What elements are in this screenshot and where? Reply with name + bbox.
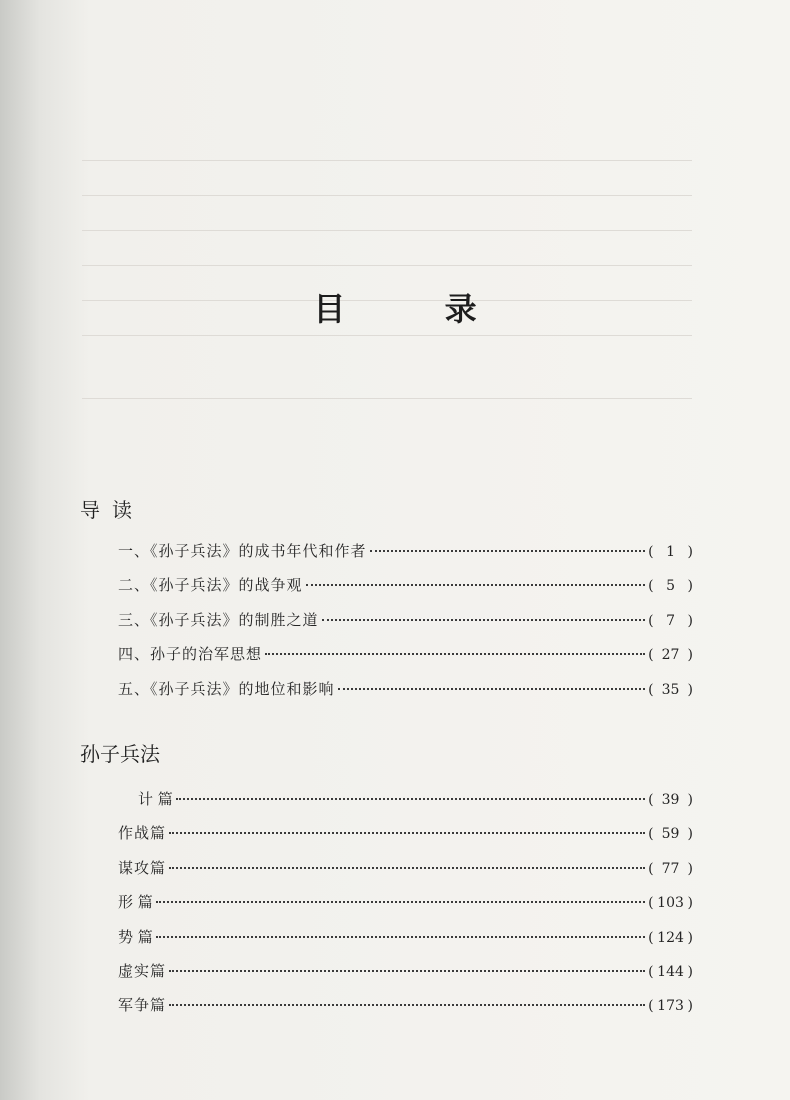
toc-entry[interactable]	[118, 678, 693, 712]
dot-leader	[265, 653, 645, 655]
section-heading-daodu: 导读	[80, 498, 144, 522]
toc-entry-page: ( 27 )	[648, 647, 693, 664]
toc-entry-label: 五、《孙子兵法》的地位和影响	[118, 679, 335, 698]
bleed-through-line	[82, 230, 692, 231]
toc-entry[interactable]	[118, 540, 693, 574]
toc-entry-label: 作战篇	[118, 824, 167, 843]
toc-entry-label: 一、《孙子兵法》的成书年代和作者	[118, 542, 367, 560]
toc-entry-label: 谋攻篇	[118, 858, 167, 877]
bleed-through-line	[82, 398, 692, 399]
toc-entry-label: 计 篇	[138, 790, 173, 808]
toc-entry-page: ( 1 )	[648, 544, 693, 560]
toc-entry-page: ( 144 )	[648, 963, 693, 980]
toc-entry[interactable]	[118, 960, 693, 994]
toc-entry-label: 二、《孙子兵法》的战争观	[118, 576, 303, 595]
toc-entry-page: ( 124 )	[648, 929, 693, 946]
dot-leader	[156, 901, 645, 903]
page-title: 目 录	[313, 290, 521, 328]
toc-entry-label: 军争篇	[118, 996, 167, 1015]
toc-entry-label: 四、孙子的治军思想	[118, 645, 263, 664]
dot-leader	[169, 970, 645, 972]
dot-leader	[370, 550, 646, 552]
toc-entry[interactable]	[118, 857, 693, 891]
toc-entry-page: ( 103 )	[648, 895, 693, 912]
toc-section-daodu	[118, 540, 693, 712]
dot-leader	[169, 1004, 645, 1006]
dot-leader	[169, 867, 645, 869]
toc-entry[interactable]	[118, 788, 693, 822]
dot-leader	[322, 619, 646, 621]
toc-entry-page: ( 77 )	[648, 860, 693, 877]
toc-entry-label: 三、《孙子兵法》的制胜之道	[118, 610, 319, 629]
toc-entry-label: 虚实篇	[118, 961, 167, 980]
toc-entry-page: ( 5 )	[648, 578, 693, 595]
toc-entry[interactable]	[118, 994, 693, 1028]
dot-leader	[169, 832, 645, 834]
toc-entry-page: ( 173 )	[648, 998, 693, 1015]
dot-leader	[176, 798, 645, 800]
toc-entry-page: ( 7 )	[648, 612, 693, 629]
toc-entry[interactable]	[118, 891, 693, 925]
toc-section-sunzi-bingfa	[118, 788, 693, 1029]
toc-entry[interactable]	[118, 926, 693, 960]
toc-entry-page: ( 35 )	[648, 681, 693, 698]
toc-entry-label: 势 篇	[118, 927, 153, 946]
bleed-through-line	[82, 160, 692, 161]
bleed-through-line	[82, 335, 692, 336]
dot-leader	[306, 584, 646, 586]
dot-leader	[338, 688, 646, 690]
toc-entry-page: ( 39 )	[648, 792, 693, 808]
dot-leader	[156, 936, 645, 938]
toc-entry[interactable]	[118, 609, 693, 643]
bleed-through-line	[82, 265, 692, 266]
toc-entry-label: 形 篇	[118, 893, 153, 912]
toc-entry-page: ( 59 )	[648, 826, 693, 843]
section-heading-sunzi-bingfa: 孙子兵法	[80, 742, 160, 766]
toc-entry[interactable]	[118, 574, 693, 608]
toc-entry[interactable]	[118, 643, 693, 677]
bleed-through-line	[82, 195, 692, 196]
toc-entry[interactable]	[118, 822, 693, 856]
